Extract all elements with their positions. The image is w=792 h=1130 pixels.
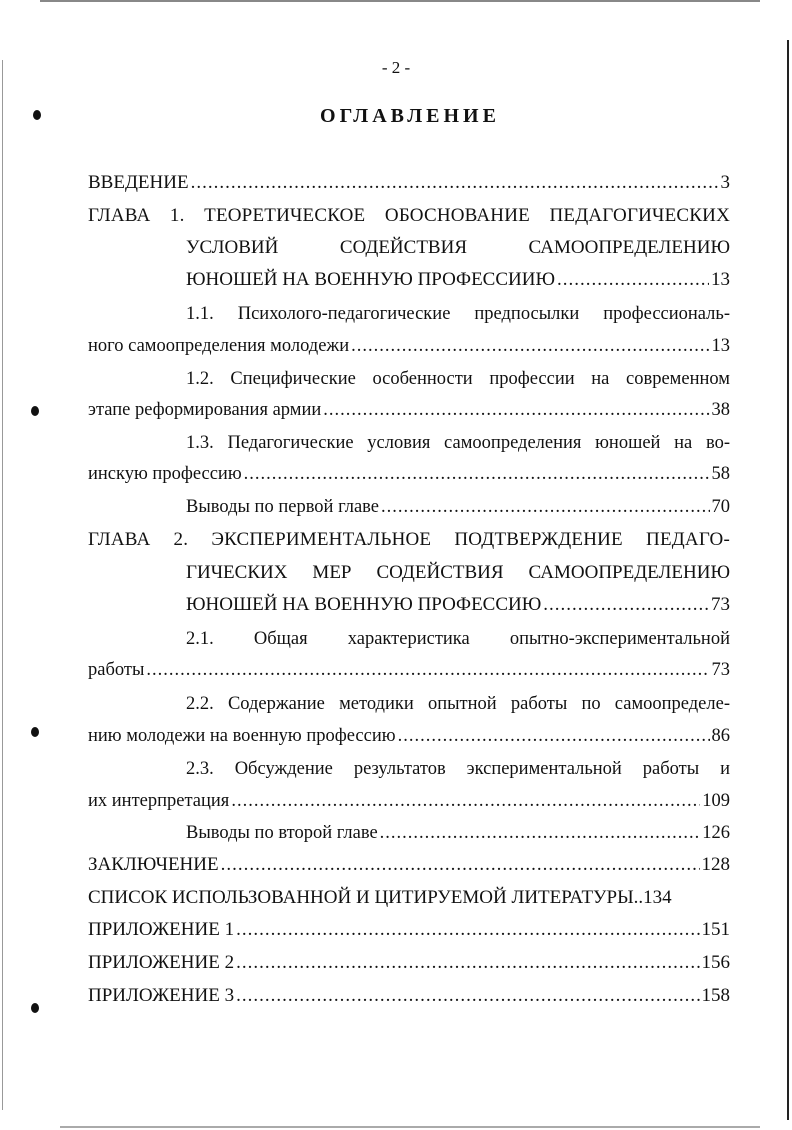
- dot-leader: [557, 268, 709, 292]
- dot-leader: [380, 821, 701, 845]
- entry-title: работы: [88, 660, 145, 680]
- toc-entry-appendix-1[interactable]: [88, 918, 730, 942]
- toc-entry-appendix-2[interactable]: [88, 951, 730, 975]
- binder-hole-mark: [31, 727, 39, 737]
- scan-artifact-bottom: [60, 1126, 760, 1128]
- entry-page: 73: [711, 660, 730, 680]
- toc-section-2-2-line-1[interactable]: 2.2. Содержание методики опытной работы по самоопределе-: [186, 694, 730, 714]
- entry-page: 13: [711, 336, 730, 356]
- entry-title: ПРИЛОЖЕНИЕ 1: [88, 919, 235, 940]
- binder-hole-mark: [31, 1003, 39, 1013]
- entry-title: ПРИЛОЖЕНИЕ 3: [88, 985, 235, 1006]
- dot-leader: [146, 658, 709, 682]
- toc-section-2-2-line-2[interactable]: [88, 724, 730, 748]
- entry-page: 156: [701, 952, 730, 973]
- page-number: - 2 -: [381, 58, 411, 77]
- dot-leader: [398, 724, 710, 748]
- entry-title: СПИСОК ИСПОЛЬЗОВАННОЙ И ЦИТИРУЕМОЙ ЛИТЕРАТУРЫ..: [88, 887, 644, 908]
- dot-leader: [221, 853, 700, 877]
- toc-section-2-1-line-2[interactable]: [88, 658, 730, 682]
- entry-title: Выводы по первой главе: [186, 497, 380, 517]
- toc-chapter-2-line-2[interactable]: ГИЧЕСКИХ МЕР СОДЕЙСТВИЯ САМООПРЕДЕЛЕНИЮ: [186, 562, 730, 583]
- toc-entry-conclusion[interactable]: [88, 853, 730, 877]
- toc-section-1-2-line-1[interactable]: 1.2. Специфические особенности профессии на современном: [186, 369, 730, 389]
- entry-page: 134: [643, 887, 672, 908]
- entry-title: ного самоопределения молодежи: [88, 336, 350, 356]
- entry-page: 151: [701, 919, 730, 940]
- dot-leader: [236, 984, 699, 1008]
- dot-leader: [244, 462, 710, 486]
- toc-chapter-1-line-2[interactable]: УСЛОВИЙ СОДЕЙСТВИЯ САМООПРЕДЕЛЕНИЮ: [186, 237, 730, 258]
- toc-section-1-1-line-2[interactable]: [88, 334, 730, 358]
- scan-artifact-right-edge: [787, 40, 789, 1120]
- toc-conclusions-chapter-2[interactable]: [186, 821, 730, 845]
- toc-chapter-2-line-1[interactable]: ГЛАВА 2. ЭКСПЕРИМЕНТАЛЬНОЕ ПОДТВЕРЖДЕНИЕ ПЕДАГО-: [88, 529, 730, 550]
- entry-page: 13: [711, 269, 730, 290]
- toc-section-2-1-line-1[interactable]: 2.1. Общая характеристика опытно-экспериментальной: [186, 629, 730, 649]
- entry-page: 158: [701, 985, 730, 1006]
- toc-section-1-1-line-1[interactable]: 1.1. Психолого-педагогические предпосылки профессиональ-: [186, 304, 730, 324]
- toc-section-2-3-line-2[interactable]: [88, 789, 730, 813]
- toc-section-1-3-line-1[interactable]: 1.3. Педагогические условия самоопределения юношей на во-: [186, 433, 730, 453]
- entry-title: инскую профессию: [88, 464, 242, 484]
- entry-page: 73: [711, 594, 730, 615]
- binder-hole-mark: [31, 406, 39, 416]
- entry-page: 3: [720, 172, 730, 193]
- toc-conclusions-chapter-1[interactable]: [186, 495, 730, 519]
- entry-title: этапе реформирования армии: [88, 400, 322, 420]
- entry-page: 109: [702, 791, 730, 811]
- dot-leader: [543, 593, 709, 617]
- toc-chapter-1-line-1[interactable]: ГЛАВА 1. ТЕОРЕТИЧЕСКОЕ ОБОСНОВАНИЕ ПЕДАГОГИЧЕСКИХ: [88, 205, 730, 226]
- toc-entry-appendix-3[interactable]: [88, 984, 730, 1008]
- toc-chapter-2-line-3[interactable]: [186, 593, 730, 617]
- entry-page: 128: [701, 854, 730, 875]
- dot-leader: [236, 951, 699, 975]
- dot-leader: [191, 171, 719, 195]
- toc-section-2-3-line-1[interactable]: 2.3. Обсуждение результатов экспериментальной работы и: [186, 759, 730, 779]
- dot-leader: [323, 398, 709, 422]
- entry-page: 70: [711, 497, 730, 517]
- toc-chapter-1-line-3[interactable]: [186, 268, 730, 292]
- entry-title: ЮНОШЕЙ НА ВОЕННУЮ ПРОФЕССИЮ: [186, 594, 542, 615]
- toc-section-1-2-line-2[interactable]: [88, 398, 730, 422]
- entry-page: 126: [702, 823, 730, 843]
- entry-title: ПРИЛОЖЕНИЕ 2: [88, 952, 235, 973]
- dot-leader: [236, 918, 699, 942]
- toc-title: ОГЛАВЛЕНИЕ: [320, 105, 500, 127]
- scan-artifact-left-edge: [2, 60, 3, 1110]
- dot-leader: [231, 789, 700, 813]
- entry-title: Выводы по второй главе: [186, 823, 378, 843]
- entry-page: 86: [711, 726, 730, 746]
- entry-title: ВВЕДЕНИЕ: [88, 172, 189, 193]
- entry-title: ЗАКЛЮЧЕНИЕ: [88, 854, 219, 875]
- dot-leader: [381, 495, 709, 519]
- dot-leader: [351, 334, 709, 358]
- entry-page: 58: [711, 464, 730, 484]
- entry-title: ЮНОШЕЙ НА ВОЕННУЮ ПРОФЕССИИЮ: [186, 269, 555, 290]
- toc-entry-intro[interactable]: [88, 171, 730, 195]
- scan-artifact-top: [40, 0, 760, 2]
- toc-entry-literature[interactable]: [88, 886, 730, 910]
- toc-section-1-3-line-2[interactable]: [88, 462, 730, 486]
- entry-page: 38: [711, 400, 730, 420]
- entry-title: нию молодежи на военную профессию: [88, 726, 396, 746]
- entry-title: их интерпретация: [88, 791, 230, 811]
